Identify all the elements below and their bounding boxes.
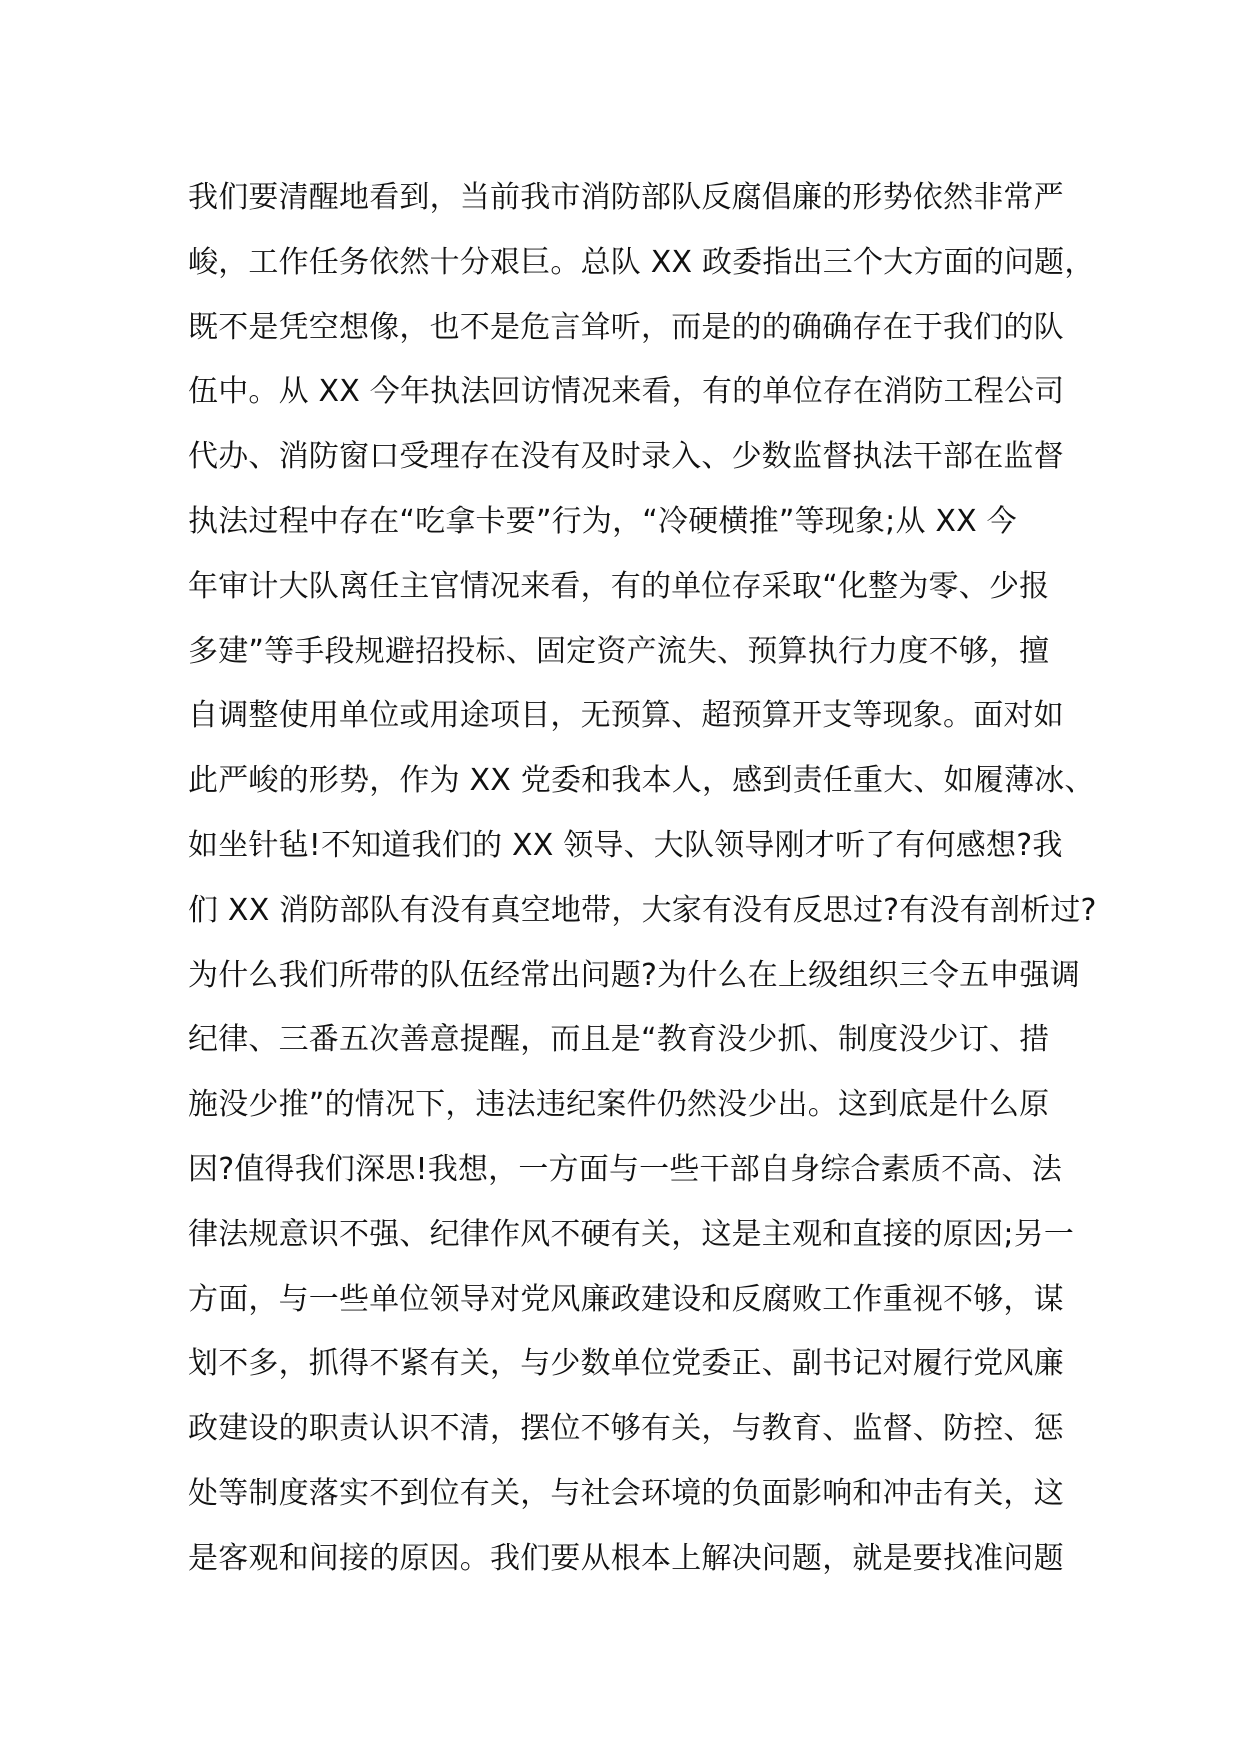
text-line: 此严峻的形势，作为 XX 党委和我本人，感到责任重大、如履薄冰、 (188, 763, 1095, 799)
text-line: 峻，工作任务依然十分艰巨。总队 XX 政委指出三个大方面的问题， (188, 244, 1095, 280)
text-line: 律法规意识不强、纪律作风不硬有关，这是主观和直接的原因;另一 (188, 1216, 1075, 1252)
text-line: 处等制度落实不到位有关，与社会环境的负面影响和冲击有关，这 (188, 1475, 1064, 1511)
body-paragraph (188, 166, 1097, 1592)
text-line: 执法过程中存在“吃拿卡要”行为，“冷硬横推”等现象;从 XX 今 (188, 503, 1017, 539)
text-line: 伍中。从 XX 今年执法回访情况来看，有的单位存在消防工程公司 (188, 374, 1065, 410)
text-line: 代办、消防窗口受理存在没有及时录入、少数监督执法干部在监督 (188, 439, 1064, 475)
text-line: 我们要清醒地看到，当前我市消防部队反腐倡廉的形势依然非常严 (188, 180, 1064, 215)
text-line: 年审计大队离任主官情况来看，有的单位存采取“化整为零、少报 (188, 568, 1050, 604)
text-line: 方面，与一些单位领导对党风廉政建设和反腐败工作重视不够，谋 (188, 1281, 1064, 1317)
text-line: 纪律、三番五次善意提醒，而且是“教育没少抓、制度没少订、措 (188, 1022, 1050, 1058)
text-line: 们 XX 消防部队有没有真空地带，大家有没有反思过?有没有剖析过? (188, 892, 1097, 928)
text-line: 政建设的职责认识不清，摆位不够有关，与教育、监督、防控、惩 (188, 1411, 1064, 1447)
text-line: 因?值得我们深思!我想，一方面与一些干部自身综合素质不高、法 (188, 1151, 1062, 1187)
text-line: 是客观和间接的原因。我们要从根本上解决问题，就是要找准问题 (188, 1540, 1064, 1576)
text-line: 自调整使用单位或用途项目，无预算、超预算开支等现象。面对如 (188, 698, 1064, 734)
text-line: 施没少推”的情况下，违法违纪案件仍然没少出。这到底是什么原 (188, 1087, 1050, 1123)
text-line: 多建”等手段规避招投标、固定资产流失、预算执行力度不够，擅 (188, 633, 1050, 669)
text-line: 为什么我们所带的队伍经常出问题?为什么在上级组织三令五申强调 (188, 957, 1080, 993)
text-line: 如坐针毡!不知道我们的 XX 领导、大队领导刚才听了有何感想?我 (188, 827, 1063, 863)
text-line: 划不多，抓得不紧有关，与少数单位党委正、副书记对履行党风廉 (188, 1346, 1064, 1382)
text-line: 既不是凭空想像，也不是危言耸听，而是的的确确存在于我们的队 (188, 309, 1064, 345)
